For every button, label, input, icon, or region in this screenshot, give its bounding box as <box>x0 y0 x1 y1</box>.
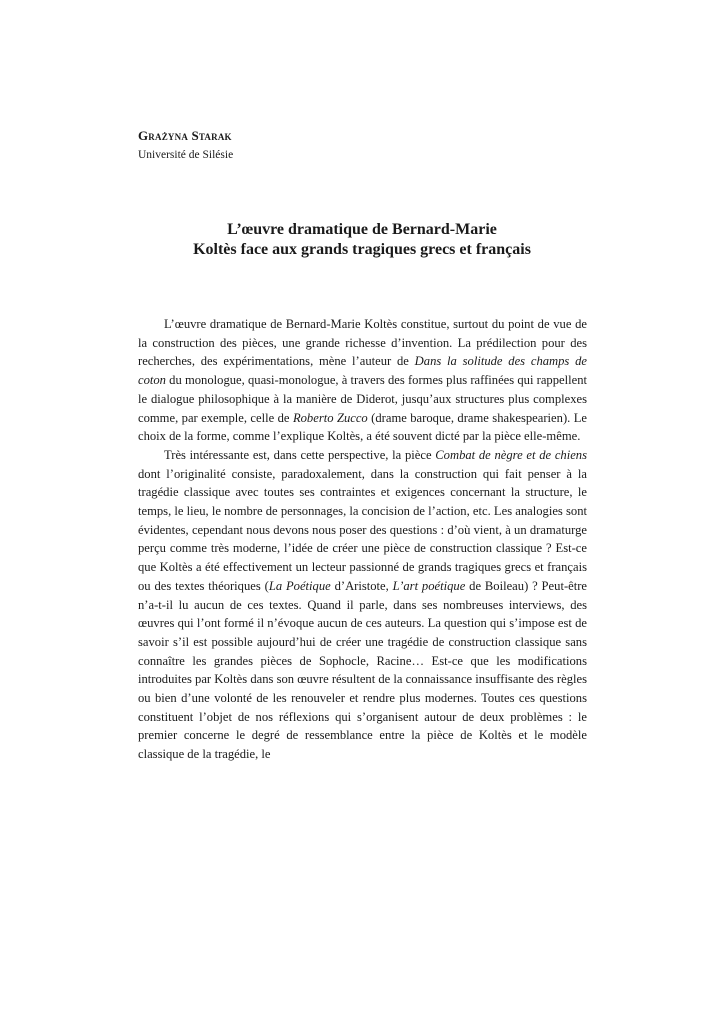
paragraph-1-text-1: L’œuvre dramatique de Bernard-Marie Koltès constitue, surtout du point de vue de la construction des pièces, une grande richesse d’invention. La prédilection pour des recherches, des expérimentations, mène l’auteur de <box>138 317 587 369</box>
paragraph-2-italic-2: La Poétique <box>268 578 331 593</box>
paragraph-2-text-2: dont l’originalité consiste, paradoxalement, dans la construction qui fait penser à la tragédie classique avec toutes ses contraintes et exigences concernant la structure, le temps, le lieu, le nombre de personnages, la concision de l’action, etc. Les analogies sont évidentes, cependant nous devons nous poser des questions : d’où vient, à un dramaturge perçu comme très moderne, l’idée de créer une pièce de construction classique ? Est-ce que Koltès a été effectivement un lecteur passionné de grands tragiques grecs et français ou des textes théoriques ( <box>138 466 587 593</box>
paragraph-1-text-2: du monologue, quasi-monologue, à travers des formes plus raffinées qui rappellent le dialogue philosophique à la manière de Diderot, jusqu’aux structures plus complexes comme, par exemple, celle de <box>138 373 587 425</box>
paragraph-1-italic-1: Dans la solitude des champs de coton <box>138 354 588 388</box>
paragraph-2 <box>138 446 587 764</box>
paragraph-2-text-1: Très intéressante est, dans cette perspective, la pièce <box>164 447 436 462</box>
body-text <box>138 315 587 764</box>
paragraph-1-text-3: (drame baroque, drame shakespearien). Le choix de la forme, comme l’explique Koltès, a été souvent dicté par la pièce elle-même. <box>138 410 588 444</box>
author-name-part1: Graż <box>138 128 168 143</box>
author-affiliation: Université de Silésie <box>138 149 234 161</box>
paper-title-line2: Koltès face aux grands tragiques grecs et français <box>193 241 531 258</box>
author-name <box>138 128 232 144</box>
paper-title <box>138 220 586 260</box>
paragraph-2-text-4: de Boileau) ? Peut-être n’a-t-il lu aucun de ces textes. Quand il parle, dans ses nombreuses interviews, des œuvres qui l’ont formé il n’évoque aucun de ces auteurs. La question qui s’impose est de savoir s’il est possible aujourd’hui de créer une tragédie de construction classique sans connaître les grandes pièces de Sophocle, Racine… Est-ce que les modifications introduites par Koltès dans son œuvre résultent de la connaissance insuffisante des règles ou bien d’une volonté de les renouveler et rendre plus modernes. Toutes ces questions constituent l’objet de nos réflexions qui s’organisent autour de deux problèmes : le premier concerne le degré de ressemblance entre la pièce de Koltès et le modèle classique de la tragédie, le <box>138 578 588 762</box>
paragraph-2-text-3: d’Aristote, <box>330 578 393 593</box>
paper-title-line1: L’œuvre dramatique de Bernard-Marie <box>227 221 497 238</box>
author-name-part2: yna Starak <box>167 128 232 143</box>
paragraph-2-italic-3: L’art poétique <box>392 578 466 593</box>
paragraph-1 <box>138 315 587 446</box>
paragraph-2-italic-1: Combat de nègre et de chiens <box>435 447 588 462</box>
paragraph-1-italic-2: Roberto Zucco <box>292 410 368 425</box>
